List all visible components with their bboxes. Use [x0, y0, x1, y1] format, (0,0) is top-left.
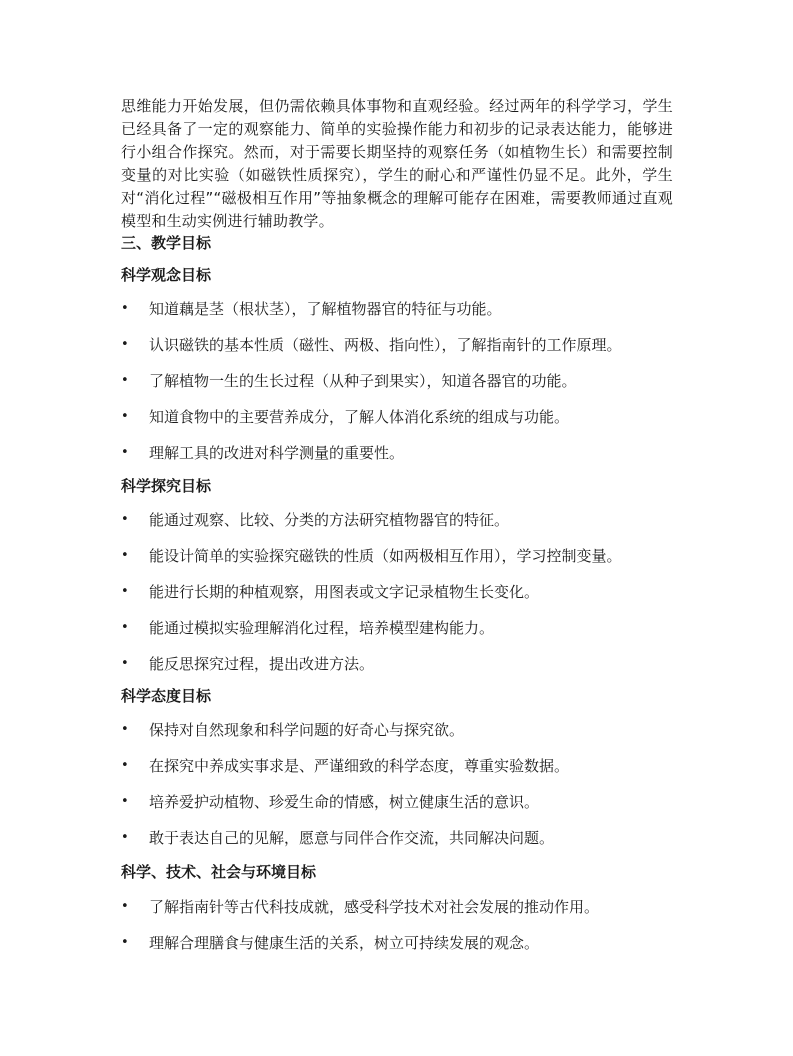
- bullet-icon: •: [121, 656, 129, 671]
- list-item: [121, 298, 681, 320]
- list-item-text: 在探究中养成实事求是、严谨细致的科学态度，尊重实验数据。: [149, 757, 570, 775]
- bullet-icon: •: [121, 337, 129, 352]
- group-title-stse: 科学、技术、社会与环境目标: [121, 863, 317, 881]
- list-item: [121, 896, 681, 918]
- list-item: [121, 509, 681, 531]
- bullet-icon: •: [121, 935, 129, 950]
- list-item-text: 能通过模拟实验理解消化过程，培养模型建构能力。: [149, 619, 495, 637]
- bullet-icon: •: [121, 794, 129, 809]
- list-item-text: 理解工具的改进对科学测量的重要性。: [149, 444, 405, 462]
- group-title-inquiry: 科学探究目标: [121, 477, 212, 495]
- list-item: [121, 791, 681, 813]
- list-item: [121, 442, 681, 464]
- bullet-icon: •: [121, 758, 129, 773]
- list-item-text: 知道食物中的主要营养成分，了解人体消化系统的组成与功能。: [149, 408, 570, 426]
- list-item: [121, 755, 681, 777]
- bullet-icon: •: [121, 548, 129, 563]
- list-item-text: 能进行长期的种植观察，用图表或文字记录植物生长变化。: [149, 583, 540, 601]
- list-item-text: 敢于表达自己的见解，愿意与同伴合作交流，共同解决问题。: [149, 829, 555, 847]
- bullet-icon: •: [121, 301, 129, 316]
- bullet-icon: •: [121, 722, 129, 737]
- bullet-icon: •: [121, 899, 129, 914]
- list-item: [121, 719, 681, 741]
- list-item-text: 了解指南针等古代科技成就，感受科学技术对社会发展的推动作用。: [149, 898, 600, 916]
- bullet-icon: •: [121, 409, 129, 424]
- list-item: [121, 617, 681, 639]
- list-item: [121, 581, 681, 603]
- list-item: [121, 827, 681, 849]
- group-title-concept: 科学观念目标: [121, 266, 212, 284]
- bullet-icon: •: [121, 512, 129, 527]
- group-title-attitude: 科学态度目标: [121, 687, 212, 705]
- bullet-icon: •: [121, 620, 129, 635]
- list-item-text: 保持对自然现象和科学问题的好奇心与探究欲。: [149, 721, 465, 739]
- bullet-icon: •: [121, 373, 129, 388]
- bullet-icon: •: [121, 830, 129, 845]
- list-item-text: 能反思探究过程，提出改进方法。: [149, 655, 375, 673]
- section-heading: 三、教学目标: [121, 234, 212, 252]
- list-item: [121, 932, 681, 954]
- list-item-text: 能通过观察、比较、分类的方法研究植物器官的特征。: [149, 511, 510, 529]
- list-item: [121, 653, 681, 675]
- bullet-icon: •: [121, 445, 129, 460]
- list-item-text: 能设计简单的实验探究磁铁的性质（如两极相互作用），学习控制变量。: [149, 547, 622, 565]
- list-item-text: 认识磁铁的基本性质（磁性、两极、指向性），了解指南针的工作原理。: [149, 336, 622, 354]
- list-item-text: 了解植物一生的生长过程（从种子到果实），知道各器官的功能。: [149, 372, 577, 390]
- list-item: [121, 406, 681, 428]
- list-item: [121, 370, 681, 392]
- bullet-icon: •: [121, 584, 129, 599]
- list-item-text: 培养爱护动植物、珍爱生命的情感，树立健康生活的意识。: [149, 793, 540, 811]
- list-item: [121, 545, 681, 567]
- list-item: [121, 334, 681, 356]
- list-item-text: 理解合理膳食与健康生活的关系，树立可持续发展的观念。: [149, 934, 540, 952]
- list-item-text: 知道藕是茎（根状茎），了解植物器官的特征与功能。: [149, 300, 502, 318]
- intro-paragraph: 思维能力开始发展，但仍需依赖具体事物和直观经验。经过两年的科学学习，学生已经具备了一定的观察能力、简单的实验操作能力和初步的记录表达能力，能够进行小组合作探究。然而，对于需要长期坚持的观察任务（如植物生长）和需要控制变量的对比实验（如磁铁性质探究），学生的耐心和严谨性仍显不足。此外，学生对“消化过程”“磁极相互作用”等抽象概念的理解可能存在困难，需要教师通过直观模型和生动实例进行辅助教学。: [121, 97, 673, 230]
